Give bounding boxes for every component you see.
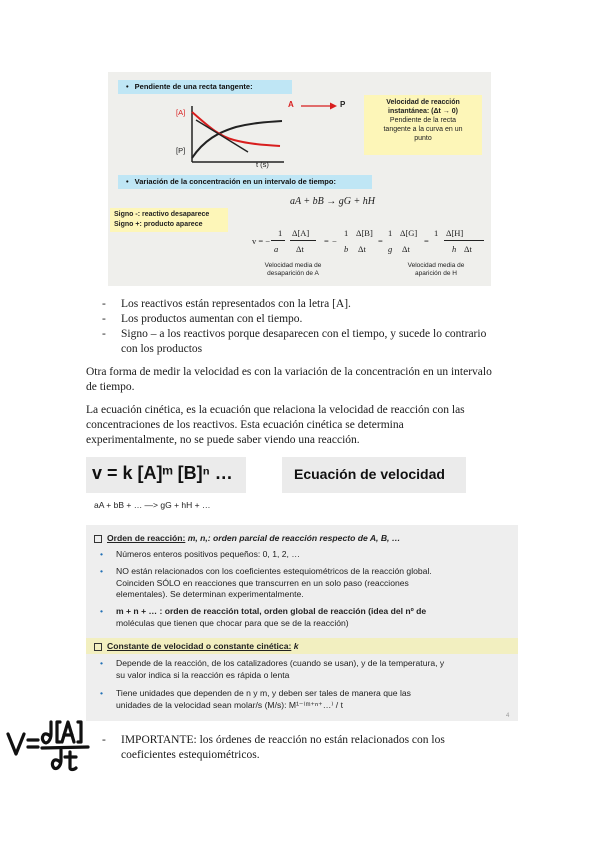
checkbox-square-icon (94, 643, 102, 651)
list-item: Depende de la reacción, de los catalizadores (cuando se usan), y de la temperatura, y su valor indica si la reacción es rápida o lenta (116, 658, 445, 680)
slide-reaction-order: Orden de reacción: m, n,: orden parcial de reacción respecto de A, B, … • Números enteros positivos pequeños: 0, 1, 2, … • NO están relacionados con los coeficientes estequiométricos de la reacción global. Coinciden SÓLO en reacciones que transcurren en un solo paso (reacciones elementales). Se determinan experimentalmente. • m + n + … : orden de reacción total, orden global de reacción (idea del nº de moléculas que tienen que chocar para que se de la reacción) Constante de velocidad o constante cinética: k • Depende de la reacción, de los catalizadores (cuando se usan), y de la temperatura, y su valor indica si la reacción es rápida o lenta • Tiene unidades que dependen de n y m, y deben ser tales de manera que las unidades de la velocidad sean molar/s (M/s): M¹⁻⁽ᵐ⁺ⁿ⁺…⁾ / t 4 (86, 525, 518, 721)
list-item-dash: - (102, 313, 106, 325)
paragraph-measure-rate: Otra forma de medir la velocidad es con la variación de la concentración en un intervalo de tiempo. (86, 366, 492, 393)
list-item-dash: - (102, 298, 106, 310)
list-item: m + n + … : orden de reacción total, orden global de reacción (idea del nº de moléculas que tienen que chocar para que se de la reacción) (116, 606, 427, 628)
axis-label-p: [P] (176, 146, 186, 155)
product-p-label: P (340, 100, 346, 109)
title-box (282, 457, 466, 493)
sign-legend-box: Signo -: reactivo desaparece Signo +: producto aparece (110, 208, 228, 232)
constant-heading: Constante de velocidad o constante cinética: k (94, 641, 299, 653)
reaction-arrow (300, 101, 338, 111)
list-item-dash: - (102, 734, 106, 746)
list-item: NO están relacionados con los coeficientes estequiométricos de la reacción global. Coinciden SÓLO en reacciones que transcurren en un solo paso (reacciones elementales). Se determinan experimentalmente. (116, 566, 432, 599)
generic-reaction: aA + bB + … —> gG + hH + … (94, 500, 211, 510)
handwritten-rate-formula (2, 712, 98, 772)
rate-law-formula: v = k [A]ᵐ [B]ⁿ … (92, 463, 233, 483)
important-note: IMPORTANTE: los órdenes de reacción no están relacionados con los coeficientes estequiométricos. (121, 734, 445, 761)
axis-label-t: t (s) (256, 160, 269, 169)
list-item: Signo – a los reactivos porque desaparecen con el tiempo, y sucede lo contrario (121, 328, 487, 340)
instantaneous-rate-box: Velocidad de reacción instantánea: (Δt → 0) Pendiente de la recta tangente a la curva en un punto (364, 95, 482, 155)
concentration-time-graph (174, 102, 286, 172)
list-item: Números enteros positivos pequeños: 0, 1, 2, … (116, 549, 300, 559)
checkbox-square-icon (94, 535, 102, 543)
slide-page-number: 4 (506, 713, 510, 719)
list-item: Los productos aumentan con el tiempo. (121, 313, 303, 325)
reactant-a-label: A (288, 100, 294, 109)
list-item: Tiene unidades que dependen de n y m, y deben ser tales de manera que las unidades de la velocidad sean molar/s (M/s): M¹⁻⁽ᵐ⁺ⁿ⁺…⁾ / t (116, 688, 411, 710)
paragraph-rate-law: La ecuación cinética, es la ecuación que relaciona la velocidad de reacción con las concentraciones de los reactivos. Esta ecuación cinética se determina experimentalmente, no se puede saber viendo una reacción. (86, 404, 465, 446)
caption-left: Velocidad media de desaparición de A (264, 262, 322, 277)
list-item-dash: - (102, 328, 106, 340)
list-item-continuation: con los productos (121, 343, 203, 355)
slide-reaction-rate (108, 72, 491, 286)
axis-label-a: [A] (176, 108, 186, 117)
order-heading: Orden de reacción: m, n,: orden parcial de reacción respecto de A, B, … (94, 533, 400, 545)
caption-right: Velocidad media de aparición de H (407, 262, 465, 277)
average-rate-equation: v = − 1 a Δ[A] Δt = − 1 b Δ[B] Δt = 1 g Δ[G] Δt = 1 Δ[H] h Δt (252, 226, 488, 260)
tangent-line (196, 120, 248, 152)
tangent-slope-bar: • Pendiente de una recta tangente: (118, 80, 292, 94)
reactant-curve (192, 112, 280, 146)
rate-equation-title: Ecuación de velocidad (294, 466, 445, 482)
general-reaction: aA + bB → gG + hH (290, 196, 375, 207)
slide-rate-law-header (86, 452, 470, 520)
list-item: Los reactivos están representados con la letra [A]. (121, 298, 351, 310)
rate-law-box (86, 457, 246, 493)
concentration-variation-bar: • Variación de la concentración en un intervalo de tiempo: (118, 175, 372, 189)
